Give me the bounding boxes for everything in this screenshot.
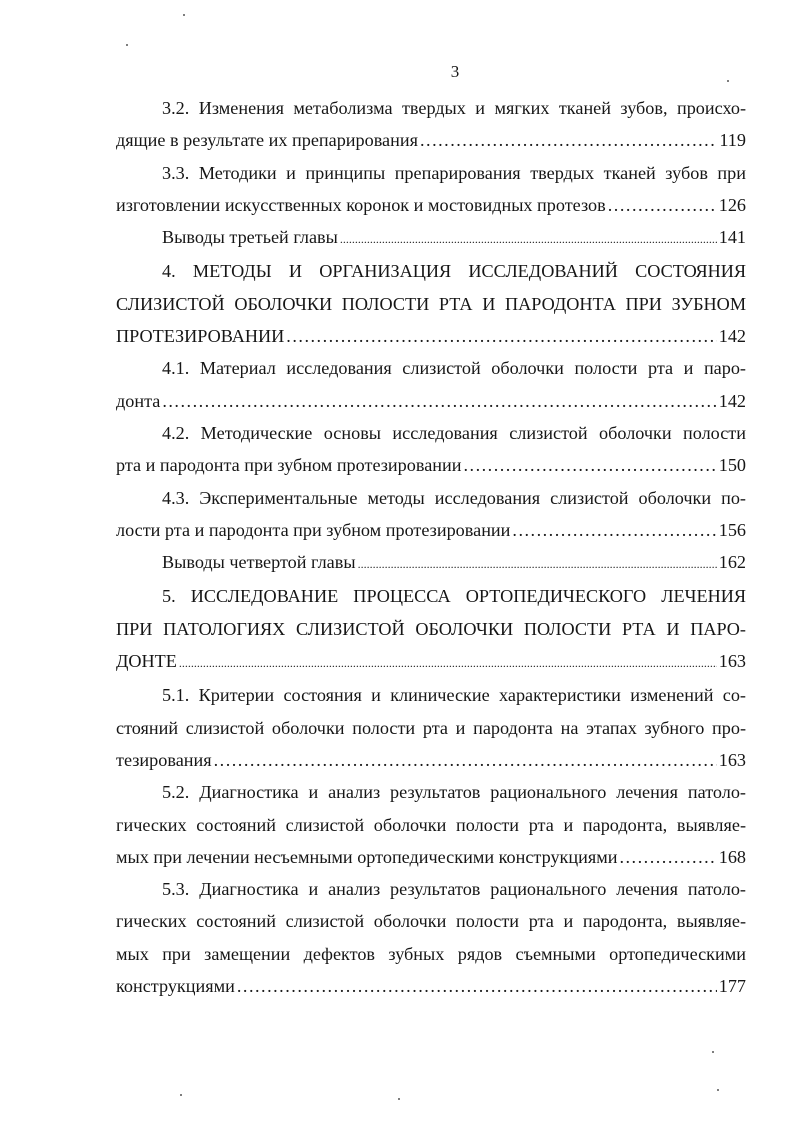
toc-entry-title: ПРОТЕЗИРОВАНИИ (116, 326, 285, 347)
toc-entry-title: рта и пародонта при зубном протезировании (116, 455, 462, 476)
toc-entry (116, 255, 746, 352)
dot-leader (340, 223, 717, 255)
toc-entry-title: ДОНТЕ (116, 651, 177, 672)
toc-entry-title: тезирования (116, 749, 212, 770)
toc-entry-line: ПРИ ПАТОЛОГИЯХ СЛИЗИСТОЙ ОБОЛОЧКИ ПОЛОСТИ РТА И ПАРО- (116, 618, 746, 639)
toc-entry-title: конструкциями (116, 976, 235, 997)
toc-entry-line: 5. ИССЛЕДОВАНИЕ ПРОЦЕССА ОРТОПЕДИЧЕСКОГО ЛЕЧЕНИЯ (162, 586, 746, 607)
toc-entry-last-line (116, 385, 746, 417)
toc-entry-last-line (116, 645, 746, 679)
toc-entry-line: 4.1. Материал исследования слизистой оболочки полости рта и паро- (162, 358, 746, 379)
toc-entry-line: 5.2. Диагностика и анализ результатов рационального лечения патоло- (162, 782, 746, 803)
dot-leader (286, 320, 716, 352)
toc-entry (116, 157, 746, 222)
toc-entry-line: СЛИЗИСТОЙ ОБОЛОЧКИ ПОЛОСТИ РТА И ПАРОДОНТА ПРИ ЗУБНОМ (116, 293, 746, 314)
toc-entry-title: донта (116, 390, 161, 411)
toc-entry (116, 546, 746, 580)
toc-entry-title: изготовлении искусственных коронок и мостовидных протезов (116, 194, 606, 215)
dot-leader (162, 385, 716, 417)
toc-entry-last-line (116, 546, 746, 580)
toc-entry-line: 4.2. Методические основы исследования слизистой оболочки полости (162, 422, 746, 443)
toc-entry (116, 221, 746, 255)
scan-speck (183, 14, 185, 16)
toc-entry-last-line (116, 221, 746, 255)
dot-leader (179, 647, 717, 679)
scan-speck (126, 44, 128, 46)
scan-speck (180, 1094, 182, 1096)
table-of-contents (116, 92, 746, 1002)
toc-entry-line: 4.3. Экспериментальные методы исследования слизистой оболочки по- (162, 487, 746, 508)
toc-page-number: 150 (718, 455, 746, 476)
toc-entry-title: Выводы третьей главы (162, 227, 338, 248)
toc-entry (116, 482, 746, 547)
toc-entry-line: 4. МЕТОДЫ И ОРГАНИЗАЦИЯ ИССЛЕДОВАНИЙ СОСТОЯНИЯ (162, 261, 746, 282)
toc-entry (116, 679, 746, 776)
toc-entry-title: дящие в результате их препарирования (116, 130, 418, 151)
toc-page-number: 162 (718, 552, 746, 573)
dot-leader (608, 189, 717, 221)
toc-page-number: 141 (718, 227, 746, 248)
toc-entry-line: 5.1. Критерии состояния и клинические характеристики изменений со- (162, 685, 746, 706)
toc-entry-title: лости рта и пародонта при зубном протезировании (116, 519, 511, 540)
toc-entry-last-line (116, 744, 746, 776)
toc-page-number: 163 (718, 749, 746, 770)
toc-page-number: 177 (718, 976, 746, 997)
toc-entry-last-line (116, 320, 746, 352)
page-number: 3 (450, 62, 460, 81)
toc-entry (116, 776, 746, 873)
scan-speck (717, 1089, 719, 1091)
dot-leader (214, 744, 717, 776)
toc-entry-line: гических состояний слизистой оболочки полости рта и пародонта, выявляе- (116, 814, 746, 835)
scan-speck (398, 1098, 400, 1100)
toc-entry (116, 92, 746, 157)
toc-page-number: 119 (719, 130, 746, 151)
toc-entry-title: Выводы четвертой главы (162, 552, 356, 573)
scan-speck (727, 80, 729, 82)
toc-entry-last-line (116, 970, 746, 1002)
toc-entry-line: стояний слизистой оболочки полости рта и пародонта на этапах зубного про- (116, 717, 746, 738)
scan-speck (712, 1051, 714, 1053)
toc-entry-line: мых при замещении дефектов зубных рядов съемными ортопедическими (116, 943, 746, 964)
toc-entry (116, 873, 746, 1002)
dot-leader (420, 124, 717, 156)
toc-entry (116, 417, 746, 482)
toc-entry-line: 3.2. Изменения метаболизма твердых и мягких тканей зубов, происхо- (162, 98, 746, 118)
toc-entry-title: мых при лечении несъемными ортопедическими конструкциями (116, 846, 618, 867)
toc-page-number: 142 (718, 326, 746, 347)
toc-entry-last-line (116, 514, 746, 546)
dot-leader (237, 970, 717, 1002)
dot-leader (512, 514, 716, 546)
toc-entry (116, 580, 746, 679)
dot-leader (463, 449, 716, 481)
toc-page-number: 156 (718, 519, 746, 540)
dot-leader (619, 841, 716, 873)
toc-entry-line: гических состояний слизистой оболочки полости рта и пародонта, выявляе- (116, 911, 746, 932)
toc-entry-line: 5.3. Диагностика и анализ результатов рационального лечения патоло- (162, 879, 746, 900)
toc-entry (116, 352, 746, 417)
toc-entry-last-line (116, 841, 746, 873)
toc-page-number: 168 (718, 846, 746, 867)
toc-page-number: 126 (718, 194, 746, 215)
toc-entry-last-line (116, 124, 746, 156)
toc-page-number: 163 (718, 651, 746, 672)
toc-page-number: 142 (718, 390, 746, 411)
toc-entry-line: 3.3. Методики и принципы препарирования твердых тканей зубов при (162, 162, 746, 183)
dot-leader (358, 548, 717, 580)
toc-entry-last-line (116, 189, 746, 221)
toc-entry-last-line (116, 449, 746, 481)
